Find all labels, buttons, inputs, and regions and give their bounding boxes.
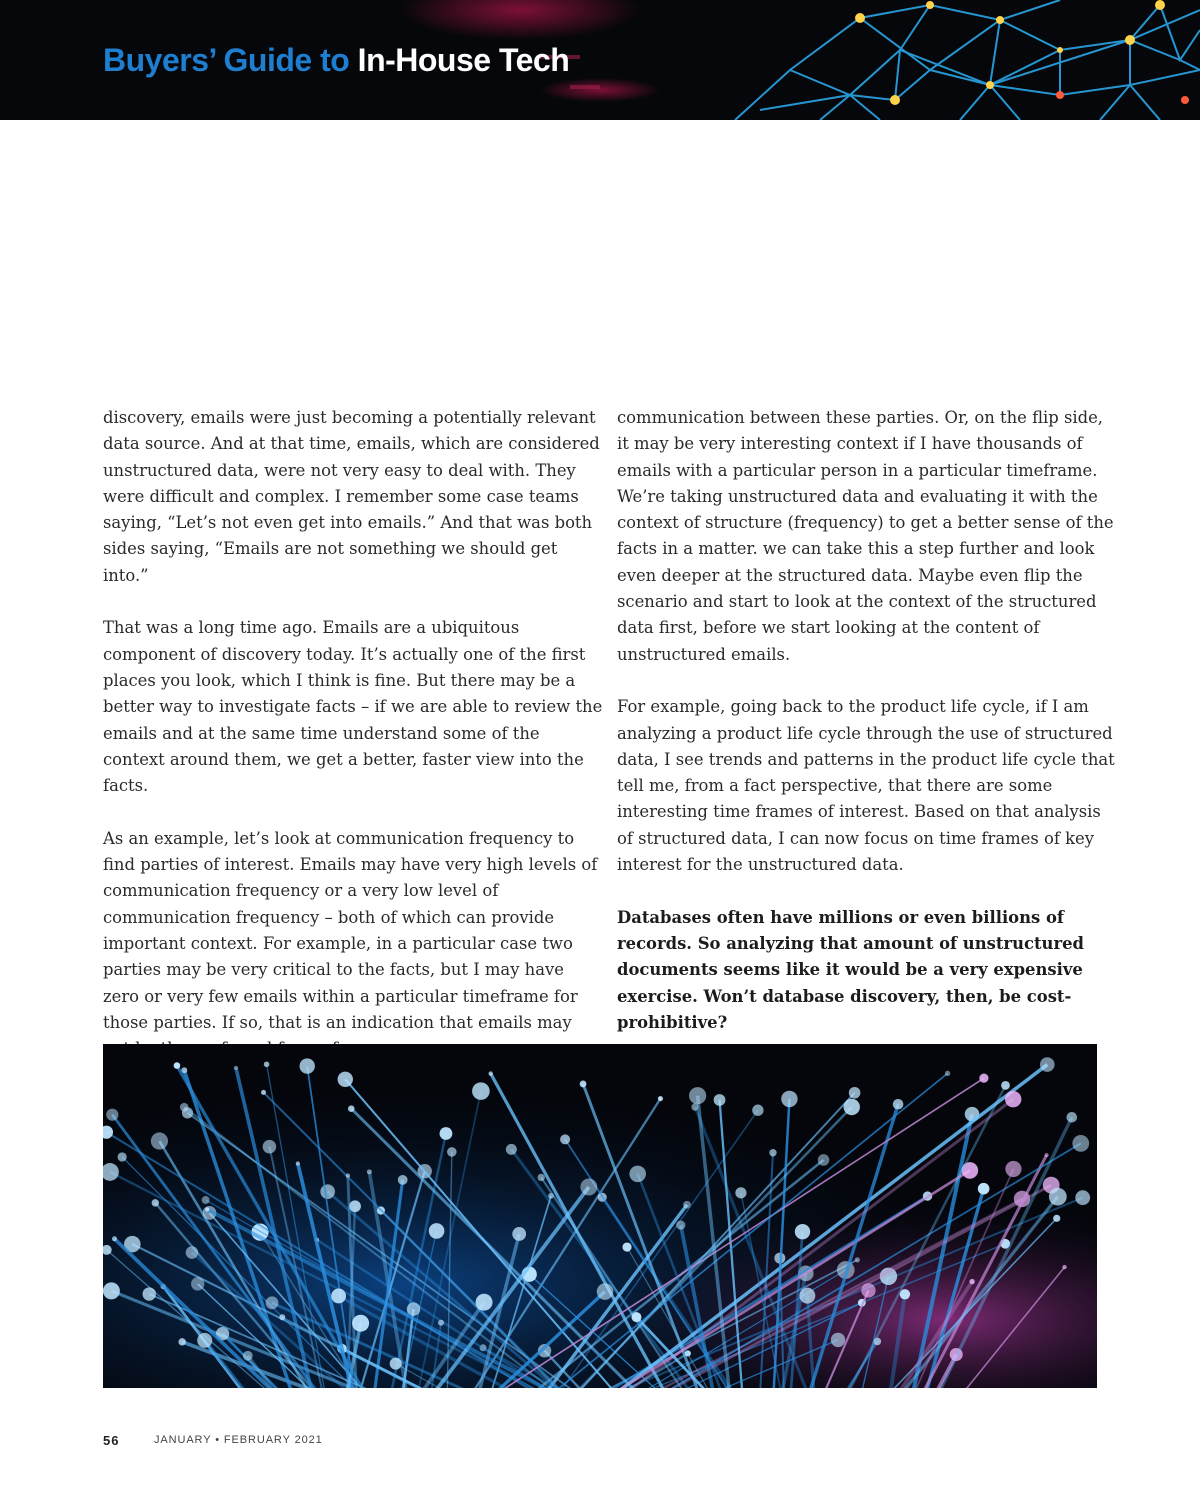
- fiber-tip-light: [978, 1183, 990, 1195]
- fiber-tip-light: [348, 1105, 355, 1112]
- article-column-right: [617, 405, 1117, 1036]
- fiber-tip-light: [178, 1338, 185, 1345]
- fiber-tip-light: [629, 1166, 646, 1183]
- fiber-tip-light: [979, 1074, 988, 1083]
- fiber-tip-light: [1044, 1153, 1048, 1157]
- fiber-tip-light: [1005, 1161, 1021, 1177]
- fiber-tip-light: [849, 1087, 861, 1099]
- fiber-tip-light: [338, 1072, 353, 1087]
- fiber-tip-light: [440, 1127, 453, 1140]
- fiber-tip-light: [205, 1207, 209, 1211]
- fiber-tip-light: [580, 1081, 587, 1088]
- fiber-tip-light: [118, 1152, 127, 1161]
- fiber-tip-light: [263, 1140, 277, 1154]
- paragraph: For example, going back to the product life cycle, if I am analyzing a product life cycle through the use of structured data, I see trends and patterns in the product life cycle that tell me, from a fact perspective, that there are some interesting time frames of interest. Based on that analysis of structured data, I can now focus on time frames of key interest for the unstructured data.: [617, 697, 1115, 875]
- fiber-tip-light: [631, 1312, 641, 1322]
- fiber-tip-light: [300, 1058, 315, 1073]
- fiber-tip-light: [174, 1062, 181, 1069]
- fiber-tip-light: [186, 1246, 199, 1259]
- fiber-tip-light: [197, 1333, 212, 1348]
- fiber-tip-light: [151, 1132, 168, 1149]
- fiber-tip-light: [143, 1287, 156, 1300]
- fiber-tip-light: [438, 1320, 444, 1326]
- fiber-tip-light: [844, 1099, 860, 1115]
- fiber-tip-light: [1005, 1091, 1021, 1107]
- fiber-tip-light: [597, 1283, 614, 1300]
- page-footer: [103, 1432, 323, 1450]
- fiber-tip-light: [191, 1277, 204, 1290]
- fiber-tip-light: [1075, 1190, 1090, 1205]
- issue-date: JANUARY • FEBRUARY 2021: [154, 1434, 323, 1446]
- fiber-tip-light: [264, 1061, 270, 1067]
- fiber-tip-light: [1049, 1188, 1067, 1206]
- fiber-tip-light: [346, 1173, 350, 1177]
- fiber-tip-light: [296, 1161, 300, 1165]
- paragraph: As an example, let’s look at communication frequency to find parties of interest. Emails may have very high levels of communication frequency or a very low level of communication frequency – both of which can provide important context. For example, in a particular case two parties may be very critical to the facts, but I may have zero or very few emails within a particular timeframe for those parties. If so, that is an indication that emails may: [103, 828, 598, 1032]
- fiber-tip-light: [429, 1223, 445, 1239]
- fiber-tip-light: [781, 1091, 797, 1107]
- fiber-tip-light: [202, 1196, 210, 1204]
- fiber-tip-light: [472, 1082, 490, 1100]
- section-title-accent: Buyers’ Guide to: [103, 42, 350, 78]
- paragraph: That was a long time ago. Emails are a ubiquitous component of discovery today. It’s actually one of the first places you look, which I think is fine. But there may be a better way to investigate facts – if we are able to review the emails and at the same time understand some of the context around them, we get a better, faster view into the facts.: [103, 618, 603, 796]
- fiber-tip-light: [407, 1302, 420, 1315]
- fiber-tip-light: [489, 1071, 493, 1075]
- fiber-tip-light: [112, 1236, 117, 1241]
- fiber-tip-light: [580, 1178, 597, 1195]
- fiber-tip-light: [1062, 1265, 1066, 1269]
- paragraph: communication between these parties. Or, on the flip side, it may be very interesting context if I have thousands of emails with a particular person in a particular timeframe. We’re taking unstructured data and evaluating it with the context of structure (frequency) to get a better sense of the facts in a matter. we can take this a step further and look even deeper at the structured data. Maybe even flip the scenario and start to look at the context of the structured data first, before we start looking at the content of unstructured emails.: [617, 408, 1114, 664]
- fiber-tip-light: [1040, 1057, 1055, 1072]
- fiber-tip-light: [331, 1289, 346, 1304]
- fiber-tip-light: [752, 1105, 763, 1116]
- paragraph: discovery, emails were just becoming a potentially relevant data source. And at that time, emails, which are considered unstructured data, were not very easy to deal with. They were difficult and complex. I remember some case teams saying, “Let’s not even get into emails.” And that was both sides saying, “Emails are not something we should get into.”: [103, 408, 600, 585]
- fiber-tip-light: [969, 1279, 974, 1284]
- fiber-tip-light: [367, 1169, 372, 1174]
- fiber-tip-light: [945, 1071, 950, 1076]
- fiber-tip-light: [243, 1351, 253, 1361]
- interview-question: Databases often have millions or even billions of records. So analyzing that amount of unstructured documents seems like it would be a very expensive exercise. Won’t database discovery, then, be cost-prohibitive?: [617, 907, 1084, 1032]
- fiber-tip-light: [676, 1221, 685, 1230]
- fiber-tip-light: [1053, 1215, 1060, 1222]
- fiber-tip-light: [234, 1066, 238, 1070]
- fiber-tip-light: [658, 1096, 663, 1101]
- section-title-main: In-House Tech: [357, 42, 570, 78]
- fiber-tip-light: [831, 1333, 845, 1347]
- fiber-tip-light: [447, 1147, 457, 1157]
- fiber-tip-light: [799, 1288, 815, 1304]
- fiber-tip-light: [818, 1154, 830, 1166]
- fiber-tip-light: [769, 1149, 776, 1156]
- fiber-tip-light: [689, 1087, 706, 1104]
- fiber-tip-light: [893, 1099, 904, 1110]
- fiber-tip-light: [537, 1174, 544, 1181]
- fiber-tip-light: [855, 1257, 860, 1262]
- fiber-tip-light: [152, 1199, 159, 1206]
- fiber-tip-light: [1066, 1112, 1077, 1123]
- fiber-tip-light: [476, 1294, 493, 1311]
- page-number: 56: [103, 1433, 120, 1448]
- fiber-tip-light: [861, 1283, 875, 1297]
- fiber-tip-light: [735, 1187, 746, 1198]
- fiber-tip-light: [398, 1175, 408, 1185]
- header-banner: [0, 0, 1200, 120]
- fiber-tip-light: [106, 1109, 118, 1121]
- fiber-tip-light: [714, 1094, 726, 1106]
- fiber-tip-light: [352, 1315, 369, 1332]
- fiber-tip-light: [180, 1103, 189, 1112]
- fiber-tip-light: [279, 1314, 285, 1320]
- fiber-tip-light: [512, 1227, 526, 1241]
- fiber-optics-photo: [103, 1044, 1097, 1388]
- fiber-tip-light: [320, 1184, 335, 1199]
- fiber-tip-light: [1072, 1135, 1089, 1152]
- fiber-tip-light: [506, 1144, 517, 1155]
- fiber-tip-light: [266, 1296, 279, 1309]
- fiber-tip-light: [261, 1090, 266, 1095]
- fiber-tip-light: [622, 1242, 631, 1251]
- fiber-tip-light: [795, 1224, 810, 1239]
- fiber-tip-light: [560, 1134, 570, 1144]
- section-title: [103, 42, 569, 79]
- fiber-tip-light: [1001, 1081, 1010, 1090]
- fiber-tip-light: [103, 1282, 120, 1299]
- fiber-tip-light: [390, 1358, 402, 1370]
- article-column-left: [103, 405, 603, 1062]
